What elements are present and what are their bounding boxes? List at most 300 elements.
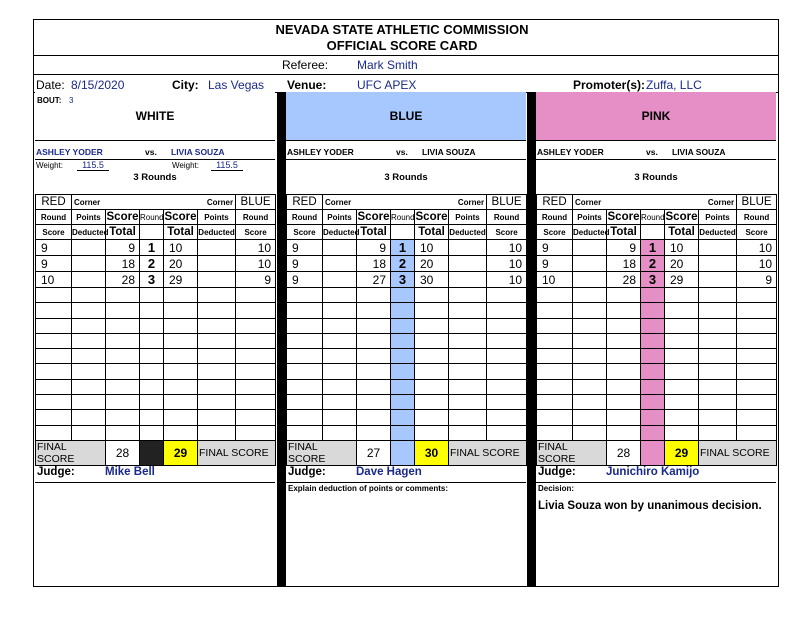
vs-label: vs. bbox=[646, 147, 658, 157]
blue-round-score[interactable] bbox=[487, 379, 527, 394]
round-number bbox=[391, 410, 415, 425]
blue-score-total[interactable] bbox=[415, 288, 449, 303]
col-score-total-sub: Total bbox=[665, 225, 699, 240]
red-round-score[interactable] bbox=[287, 410, 323, 425]
blue-score-total[interactable] bbox=[665, 395, 699, 410]
red-score-total[interactable] bbox=[357, 410, 391, 425]
blue-points-deducted[interactable] bbox=[699, 240, 737, 256]
blue-round-score[interactable] bbox=[487, 410, 527, 425]
blue-round-score[interactable] bbox=[737, 410, 777, 425]
red-round-score[interactable] bbox=[287, 318, 323, 333]
blue-points-deducted[interactable] bbox=[449, 318, 487, 333]
blue-round-score[interactable] bbox=[236, 349, 276, 364]
blue-score-total[interactable] bbox=[164, 395, 198, 410]
red-points-deducted[interactable] bbox=[72, 395, 106, 410]
red-score-total[interactable] bbox=[106, 425, 140, 440]
blue-points-deducted[interactable] bbox=[699, 425, 737, 440]
blue-score-total[interactable] bbox=[164, 349, 198, 364]
red-points-deducted[interactable] bbox=[72, 379, 106, 394]
red-score-total[interactable] bbox=[357, 364, 391, 379]
blue-score-total[interactable] bbox=[665, 318, 699, 333]
red-score-total[interactable] bbox=[357, 333, 391, 348]
blue-score-total[interactable]: 29 bbox=[665, 272, 699, 288]
blue-points-deducted[interactable] bbox=[699, 303, 737, 318]
final-score-red[interactable]: 27 bbox=[357, 440, 391, 465]
red-score-total[interactable] bbox=[607, 333, 641, 348]
blue-points-deducted[interactable] bbox=[198, 425, 236, 440]
red-score-total[interactable] bbox=[106, 364, 140, 379]
rounds-label: 3 Rounds bbox=[384, 172, 428, 183]
corner-row bbox=[537, 195, 777, 210]
red-round-score[interactable] bbox=[537, 349, 573, 364]
red-points-deducted[interactable] bbox=[72, 303, 106, 318]
red-score-total[interactable] bbox=[357, 288, 391, 303]
header-row-2 bbox=[287, 225, 527, 240]
round-row bbox=[36, 349, 276, 364]
blue-score-total[interactable] bbox=[415, 333, 449, 348]
red-round-score[interactable] bbox=[287, 333, 323, 348]
blue-score-total[interactable] bbox=[665, 349, 699, 364]
red-score-total[interactable]: 9 bbox=[357, 240, 391, 256]
red-points-deducted[interactable] bbox=[323, 410, 357, 425]
blue-round-score[interactable]: 10 bbox=[737, 256, 777, 272]
blue-round-score[interactable]: 10 bbox=[236, 240, 276, 256]
blue-score-total[interactable] bbox=[164, 379, 198, 394]
blue-points-deducted[interactable] bbox=[699, 318, 737, 333]
blue-round-score[interactable] bbox=[487, 425, 527, 440]
red-round-score[interactable] bbox=[36, 379, 72, 394]
judge-divider bbox=[286, 482, 526, 483]
red-round-score[interactable] bbox=[36, 333, 72, 348]
blue-points-deducted[interactable] bbox=[198, 256, 236, 272]
blue-round-score[interactable] bbox=[236, 303, 276, 318]
round-number bbox=[641, 303, 665, 318]
final-score-red[interactable]: 28 bbox=[106, 440, 140, 465]
blue-points-deducted[interactable] bbox=[449, 333, 487, 348]
col-score-total: Score bbox=[164, 211, 197, 223]
red-round-score[interactable]: 10 bbox=[537, 272, 573, 288]
red-points-deducted[interactable] bbox=[573, 288, 607, 303]
blue-round-score[interactable] bbox=[737, 288, 777, 303]
blue-score-total[interactable] bbox=[415, 318, 449, 333]
round-number bbox=[140, 410, 164, 425]
col-round-score-sub: Score bbox=[287, 225, 323, 240]
score-table bbox=[35, 194, 276, 466]
blue-points-deducted[interactable] bbox=[699, 333, 737, 348]
red-points-deducted[interactable] bbox=[573, 379, 607, 394]
blue-points-deducted[interactable] bbox=[449, 379, 487, 394]
red-score-total[interactable] bbox=[607, 364, 641, 379]
blue-round-score[interactable] bbox=[487, 395, 527, 410]
red-round-score[interactable] bbox=[537, 288, 573, 303]
blue-round-score[interactable] bbox=[487, 288, 527, 303]
red-round-score[interactable] bbox=[36, 288, 72, 303]
round-number: 3 bbox=[641, 272, 665, 288]
decision-text[interactable]: Livia Souza won by unanimous decision. bbox=[538, 500, 762, 512]
blue-score-total[interactable]: 20 bbox=[665, 256, 699, 272]
red-points-deducted[interactable] bbox=[573, 256, 607, 272]
blue-points-deducted[interactable] bbox=[449, 303, 487, 318]
col-points-deducted: Points bbox=[323, 210, 357, 225]
col-points-deducted-sub: Deducted bbox=[72, 225, 106, 240]
round-number bbox=[641, 288, 665, 303]
blue-score-total[interactable] bbox=[164, 318, 198, 333]
red-score-total[interactable] bbox=[607, 410, 641, 425]
panel-color-name: BLUE bbox=[389, 109, 423, 123]
final-score-blue[interactable]: 30 bbox=[415, 440, 449, 465]
blue-score-total[interactable] bbox=[164, 425, 198, 440]
red-points-deducted[interactable] bbox=[323, 349, 357, 364]
blue-points-deducted[interactable] bbox=[449, 410, 487, 425]
blue-points-deducted[interactable] bbox=[449, 256, 487, 272]
blue-score-total[interactable] bbox=[415, 364, 449, 379]
red-points-deducted[interactable] bbox=[323, 256, 357, 272]
blue-round-score[interactable] bbox=[236, 288, 276, 303]
red-round-score[interactable] bbox=[36, 410, 72, 425]
final-round-cell bbox=[140, 440, 164, 465]
round-row bbox=[287, 425, 527, 440]
red-points-deducted[interactable] bbox=[323, 303, 357, 318]
red-score-total[interactable] bbox=[607, 349, 641, 364]
blue-points-deducted[interactable] bbox=[198, 333, 236, 348]
red-round-score[interactable]: 9 bbox=[537, 240, 573, 256]
red-round-score[interactable] bbox=[537, 395, 573, 410]
red-round-score[interactable] bbox=[537, 379, 573, 394]
red-score-total[interactable] bbox=[106, 303, 140, 318]
red-points-deducted[interactable] bbox=[323, 379, 357, 394]
blue-points-deducted[interactable] bbox=[449, 425, 487, 440]
blue-points-deducted[interactable] bbox=[198, 410, 236, 425]
weight-label-red: Weight: bbox=[36, 161, 63, 170]
blue-round-score[interactable] bbox=[236, 318, 276, 333]
blue-points-deducted[interactable] bbox=[699, 379, 737, 394]
blue-round-score[interactable] bbox=[487, 349, 527, 364]
round-number bbox=[391, 425, 415, 440]
blue-round-score[interactable]: 10 bbox=[236, 256, 276, 272]
blue-round-score[interactable]: 10 bbox=[487, 272, 527, 288]
red-round-score[interactable]: 9 bbox=[287, 256, 323, 272]
blue-points-deducted[interactable] bbox=[198, 288, 236, 303]
blue-score-total[interactable]: 20 bbox=[164, 256, 198, 272]
blue-score-total[interactable] bbox=[164, 288, 198, 303]
blue-score-total[interactable] bbox=[665, 410, 699, 425]
red-score-total[interactable]: 18 bbox=[607, 256, 641, 272]
red-round-score[interactable]: 9 bbox=[537, 256, 573, 272]
blue-round-score[interactable] bbox=[737, 333, 777, 348]
blue-score-total[interactable] bbox=[415, 410, 449, 425]
blue-score-total[interactable] bbox=[415, 303, 449, 318]
red-score-total[interactable] bbox=[357, 318, 391, 333]
blue-round-score[interactable]: 10 bbox=[487, 240, 527, 256]
blue-points-deducted[interactable] bbox=[198, 318, 236, 333]
red-score-total[interactable] bbox=[106, 288, 140, 303]
col-round-sub bbox=[641, 225, 665, 240]
judge-name: Mike Bell bbox=[105, 466, 155, 478]
red-score-total[interactable] bbox=[106, 333, 140, 348]
red-points-deducted[interactable] bbox=[573, 303, 607, 318]
red-score-total[interactable] bbox=[106, 379, 140, 394]
red-score-total[interactable]: 28 bbox=[106, 272, 140, 288]
blue-points-deducted[interactable] bbox=[198, 240, 236, 256]
vs-label: vs. bbox=[145, 147, 157, 157]
red-round-score[interactable]: 9 bbox=[36, 240, 72, 256]
round-row bbox=[36, 288, 276, 303]
red-points-deducted[interactable] bbox=[573, 333, 607, 348]
blue-round-score[interactable] bbox=[236, 364, 276, 379]
blue-score-total[interactable]: 10 bbox=[665, 240, 699, 256]
round-row bbox=[36, 256, 276, 272]
red-round-score[interactable] bbox=[36, 303, 72, 318]
blue-score-total[interactable] bbox=[665, 288, 699, 303]
corner-label-right: Corner bbox=[206, 198, 234, 207]
red-round-score[interactable] bbox=[287, 303, 323, 318]
red-score-total[interactable] bbox=[357, 425, 391, 440]
col-points-deducted: Points bbox=[72, 210, 106, 225]
blue-round-score[interactable] bbox=[737, 349, 777, 364]
red-round-score[interactable] bbox=[537, 364, 573, 379]
blue-round-score[interactable] bbox=[236, 410, 276, 425]
red-score-total[interactable] bbox=[607, 303, 641, 318]
blue-round-score[interactable] bbox=[487, 364, 527, 379]
round-row bbox=[537, 318, 777, 333]
red-corner-label: RED bbox=[537, 195, 573, 210]
round-row bbox=[287, 349, 527, 364]
blue-score-total[interactable] bbox=[164, 333, 198, 348]
red-round-score[interactable] bbox=[537, 318, 573, 333]
blue-points-deducted[interactable] bbox=[198, 349, 236, 364]
blue-round-score[interactable]: 10 bbox=[487, 256, 527, 272]
red-score-total[interactable] bbox=[607, 318, 641, 333]
blue-points-deducted[interactable] bbox=[699, 272, 737, 288]
red-points-deducted[interactable] bbox=[72, 349, 106, 364]
blue-round-score[interactable] bbox=[236, 395, 276, 410]
blue-points-deducted[interactable] bbox=[699, 288, 737, 303]
red-round-score[interactable]: 10 bbox=[36, 272, 72, 288]
red-score-total[interactable]: 28 bbox=[607, 272, 641, 288]
blue-score-total[interactable] bbox=[665, 364, 699, 379]
blue-round-score[interactable] bbox=[236, 425, 276, 440]
red-round-score[interactable] bbox=[36, 318, 72, 333]
red-round-score[interactable]: 9 bbox=[287, 272, 323, 288]
blue-points-deducted[interactable] bbox=[699, 349, 737, 364]
blue-score-total[interactable] bbox=[164, 410, 198, 425]
blue-points-deducted[interactable] bbox=[449, 364, 487, 379]
blue-score-total[interactable] bbox=[415, 379, 449, 394]
blue-score-total[interactable] bbox=[415, 349, 449, 364]
corner-label-left: Corner bbox=[74, 198, 101, 207]
round-number bbox=[641, 364, 665, 379]
col-score-total-sub: Total bbox=[357, 225, 391, 240]
red-points-deducted[interactable] bbox=[72, 272, 106, 288]
red-round-score[interactable] bbox=[537, 303, 573, 318]
red-round-score[interactable] bbox=[36, 349, 72, 364]
blue-round-score[interactable] bbox=[737, 425, 777, 440]
blue-score-total[interactable] bbox=[415, 425, 449, 440]
blue-points-deducted[interactable] bbox=[699, 364, 737, 379]
red-score-total[interactable] bbox=[106, 410, 140, 425]
round-number bbox=[391, 395, 415, 410]
red-score-total[interactable] bbox=[357, 395, 391, 410]
red-score-total[interactable] bbox=[106, 318, 140, 333]
red-round-score[interactable] bbox=[36, 425, 72, 440]
blue-points-deducted[interactable] bbox=[198, 395, 236, 410]
round-row bbox=[537, 272, 777, 288]
red-score-total[interactable]: 9 bbox=[607, 240, 641, 256]
blue-score-total[interactable] bbox=[665, 303, 699, 318]
blue-round-score[interactable]: 9 bbox=[236, 272, 276, 288]
score-table bbox=[286, 194, 527, 466]
red-points-deducted[interactable] bbox=[573, 425, 607, 440]
blue-score-total[interactable] bbox=[415, 395, 449, 410]
red-round-score[interactable] bbox=[287, 395, 323, 410]
red-score-total[interactable] bbox=[357, 303, 391, 318]
blue-score-total[interactable] bbox=[164, 303, 198, 318]
round-number: 1 bbox=[391, 240, 415, 256]
blue-points-deducted[interactable] bbox=[449, 272, 487, 288]
red-score-total[interactable] bbox=[106, 349, 140, 364]
final-score-red[interactable]: 28 bbox=[607, 440, 641, 465]
blue-points-deducted[interactable] bbox=[198, 379, 236, 394]
red-round-score[interactable]: 9 bbox=[287, 240, 323, 256]
red-round-score[interactable] bbox=[36, 395, 72, 410]
red-points-deducted[interactable] bbox=[72, 410, 106, 425]
col-round-score: Round bbox=[737, 210, 777, 225]
blue-points-deducted[interactable] bbox=[699, 256, 737, 272]
red-round-score[interactable] bbox=[287, 288, 323, 303]
blue-score-total[interactable]: 20 bbox=[415, 256, 449, 272]
red-round-score[interactable] bbox=[287, 364, 323, 379]
blue-points-deducted[interactable] bbox=[449, 349, 487, 364]
red-round-score[interactable] bbox=[36, 364, 72, 379]
blue-score-total[interactable] bbox=[665, 425, 699, 440]
red-points-deducted[interactable] bbox=[323, 425, 357, 440]
red-points-deducted[interactable] bbox=[72, 333, 106, 348]
col-score-total-sub: Total bbox=[607, 225, 641, 240]
final-score-blue[interactable]: 29 bbox=[164, 440, 198, 465]
blue-round-score[interactable] bbox=[487, 318, 527, 333]
final-score-blue[interactable]: 29 bbox=[665, 440, 699, 465]
red-score-total[interactable]: 27 bbox=[357, 272, 391, 288]
blue-points-deducted[interactable] bbox=[449, 288, 487, 303]
red-points-deducted[interactable] bbox=[573, 364, 607, 379]
round-row bbox=[287, 288, 527, 303]
red-points-deducted[interactable] bbox=[573, 349, 607, 364]
blue-round-score[interactable] bbox=[487, 303, 527, 318]
comment-label: Explain deduction of points or comments: bbox=[288, 484, 449, 493]
red-round-score[interactable] bbox=[287, 379, 323, 394]
blue-round-score[interactable] bbox=[236, 379, 276, 394]
blue-round-score[interactable]: 9 bbox=[737, 272, 777, 288]
red-round-score[interactable]: 9 bbox=[36, 256, 72, 272]
blue-round-score[interactable]: 10 bbox=[737, 240, 777, 256]
blue-round-score[interactable] bbox=[737, 318, 777, 333]
referee-label: Referee: bbox=[282, 58, 329, 72]
red-score-total[interactable] bbox=[106, 395, 140, 410]
blue-score-total[interactable]: 10 bbox=[164, 240, 198, 256]
blue-round-score[interactable] bbox=[737, 379, 777, 394]
round-row bbox=[537, 240, 777, 256]
red-score-total[interactable]: 18 bbox=[357, 256, 391, 272]
round-number bbox=[140, 303, 164, 318]
blue-round-score[interactable] bbox=[236, 333, 276, 348]
red-points-deducted[interactable] bbox=[573, 410, 607, 425]
blue-round-score[interactable] bbox=[487, 333, 527, 348]
red-points-deducted[interactable] bbox=[323, 272, 357, 288]
red-points-deducted[interactable] bbox=[72, 240, 106, 256]
col-points-deducted-sub: Deducted bbox=[699, 225, 737, 240]
red-points-deducted[interactable] bbox=[323, 395, 357, 410]
red-points-deducted[interactable] bbox=[573, 240, 607, 256]
blue-points-deducted[interactable] bbox=[699, 410, 737, 425]
red-round-score[interactable] bbox=[287, 349, 323, 364]
blue-score-total[interactable]: 29 bbox=[164, 272, 198, 288]
col-round-score-sub: Score bbox=[236, 225, 276, 240]
red-score-total[interactable] bbox=[357, 349, 391, 364]
header-row-1 bbox=[287, 210, 527, 225]
round-row bbox=[537, 425, 777, 440]
blue-points-deducted[interactable] bbox=[198, 272, 236, 288]
blue-points-deducted[interactable] bbox=[198, 364, 236, 379]
red-points-deducted[interactable] bbox=[323, 364, 357, 379]
blue-round-score[interactable] bbox=[737, 364, 777, 379]
blue-score-total[interactable]: 30 bbox=[415, 272, 449, 288]
col-points-deducted-sub: Deducted bbox=[198, 225, 236, 240]
red-round-score[interactable] bbox=[537, 410, 573, 425]
red-points-deducted[interactable] bbox=[323, 288, 357, 303]
red-points-deducted[interactable] bbox=[573, 272, 607, 288]
red-points-deducted[interactable] bbox=[72, 425, 106, 440]
blue-score-total[interactable] bbox=[665, 333, 699, 348]
blue-score-total[interactable] bbox=[164, 364, 198, 379]
round-number bbox=[140, 349, 164, 364]
red-points-deducted[interactable] bbox=[72, 318, 106, 333]
red-points-deducted[interactable] bbox=[323, 240, 357, 256]
fighter-divider bbox=[536, 159, 776, 160]
blue-points-deducted[interactable] bbox=[449, 240, 487, 256]
red-score-total[interactable] bbox=[607, 395, 641, 410]
red-round-score[interactable] bbox=[537, 425, 573, 440]
blue-round-score[interactable] bbox=[737, 395, 777, 410]
red-points-deducted[interactable] bbox=[573, 395, 607, 410]
red-points-deducted[interactable] bbox=[72, 256, 106, 272]
col-points-deducted: Points bbox=[449, 210, 487, 225]
blue-score-total[interactable] bbox=[665, 379, 699, 394]
col-round: Round bbox=[140, 210, 164, 225]
red-score-total[interactable] bbox=[607, 379, 641, 394]
red-score-total[interactable] bbox=[607, 425, 641, 440]
red-points-deducted[interactable] bbox=[573, 318, 607, 333]
red-score-total[interactable]: 9 bbox=[106, 240, 140, 256]
col-score-total-sub: Total bbox=[164, 225, 198, 240]
red-round-score[interactable] bbox=[287, 425, 323, 440]
blue-points-deducted[interactable] bbox=[449, 395, 487, 410]
red-points-deducted[interactable] bbox=[72, 288, 106, 303]
red-score-total[interactable]: 18 bbox=[106, 256, 140, 272]
red-round-score[interactable] bbox=[537, 333, 573, 348]
blue-round-score[interactable] bbox=[737, 303, 777, 318]
venue-value: UFC APEX bbox=[357, 78, 417, 92]
blue-points-deducted[interactable] bbox=[699, 395, 737, 410]
blue-score-total[interactable]: 10 bbox=[415, 240, 449, 256]
red-points-deducted[interactable] bbox=[72, 364, 106, 379]
blue-points-deducted[interactable] bbox=[198, 303, 236, 318]
col-round: Round bbox=[641, 210, 665, 225]
red-score-total[interactable] bbox=[357, 379, 391, 394]
final-score-label: FINAL SCORE bbox=[449, 440, 527, 465]
red-points-deducted[interactable] bbox=[323, 318, 357, 333]
red-points-deducted[interactable] bbox=[323, 333, 357, 348]
red-score-total[interactable] bbox=[607, 288, 641, 303]
